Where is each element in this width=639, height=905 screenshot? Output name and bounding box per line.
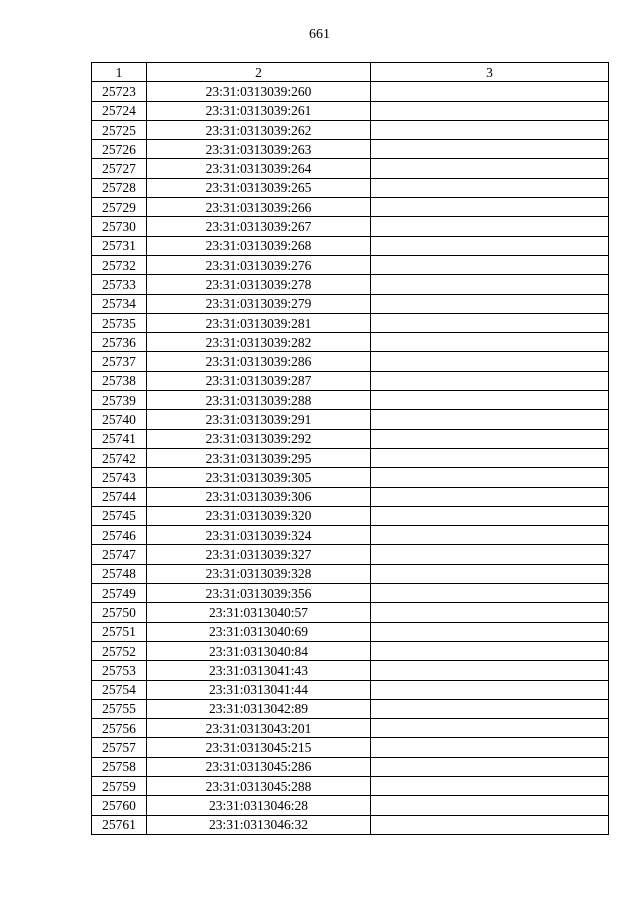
- cadastral-number-cell: 23:31:0313039:282: [147, 333, 371, 352]
- row-number-cell: 25744: [92, 487, 147, 506]
- notes-cell: [371, 198, 609, 217]
- column-header-3: 3: [371, 63, 609, 82]
- row-number-cell: 25750: [92, 603, 147, 622]
- cadastral-number-cell: 23:31:0313039:287: [147, 371, 371, 390]
- cadastral-number-cell: 23:31:0313039:260: [147, 82, 371, 101]
- row-number-cell: 25724: [92, 101, 147, 120]
- table-row: [92, 545, 609, 564]
- cadastral-number-cell: 23:31:0313039:356: [147, 584, 371, 603]
- cadastral-number-cell: 23:31:0313039:288: [147, 391, 371, 410]
- cadastral-number-cell: 23:31:0313039:281: [147, 313, 371, 332]
- table-row: [92, 603, 609, 622]
- row-number-cell: 25755: [92, 699, 147, 718]
- table-row: [92, 391, 609, 410]
- row-number-cell: 25731: [92, 236, 147, 255]
- row-number-cell: 25736: [92, 333, 147, 352]
- row-number-cell: 25754: [92, 680, 147, 699]
- notes-cell: [371, 468, 609, 487]
- notes-cell: [371, 82, 609, 101]
- table-row: [92, 680, 609, 699]
- table-row: [92, 178, 609, 197]
- cadastral-number-cell: 23:31:0313046:28: [147, 796, 371, 815]
- cadastral-number-cell: 23:31:0313045:288: [147, 776, 371, 795]
- table-row: [92, 352, 609, 371]
- cadastral-number-cell: 23:31:0313039:286: [147, 352, 371, 371]
- notes-cell: [371, 313, 609, 332]
- table-row: [92, 815, 609, 834]
- table-row: [92, 217, 609, 236]
- row-number-cell: 25761: [92, 815, 147, 834]
- row-number-cell: 25756: [92, 719, 147, 738]
- notes-cell: [371, 429, 609, 448]
- cadastral-number-cell: 23:31:0313039:328: [147, 564, 371, 583]
- table-row: [92, 796, 609, 815]
- row-number-cell: 25723: [92, 82, 147, 101]
- row-number-cell: 25740: [92, 410, 147, 429]
- row-number-cell: 25743: [92, 468, 147, 487]
- cadastral-number-cell: 23:31:0313039:268: [147, 236, 371, 255]
- row-number-cell: 25747: [92, 545, 147, 564]
- cadastral-number-cell: 23:31:0313039:306: [147, 487, 371, 506]
- table-row: [92, 448, 609, 467]
- cadastral-number-cell: 23:31:0313040:84: [147, 641, 371, 660]
- table-row: [92, 526, 609, 545]
- notes-cell: [371, 294, 609, 313]
- table-row: [92, 333, 609, 352]
- row-number-cell: 25748: [92, 564, 147, 583]
- cadastral-number-cell: 23:31:0313039:262: [147, 120, 371, 139]
- table-row: [92, 82, 609, 101]
- table-body: [92, 82, 609, 835]
- table-row: [92, 564, 609, 583]
- notes-cell: [371, 506, 609, 525]
- notes-cell: [371, 776, 609, 795]
- notes-cell: [371, 526, 609, 545]
- table-row: [92, 661, 609, 680]
- table-row: [92, 255, 609, 274]
- notes-cell: [371, 178, 609, 197]
- cadastral-number-cell: 23:31:0313039:291: [147, 410, 371, 429]
- table-row: [92, 776, 609, 795]
- row-number-cell: 25735: [92, 313, 147, 332]
- notes-cell: [371, 275, 609, 294]
- notes-cell: [371, 448, 609, 467]
- table-row: [92, 584, 609, 603]
- row-number-cell: 25730: [92, 217, 147, 236]
- notes-cell: [371, 564, 609, 583]
- registry-table: [91, 62, 609, 835]
- notes-cell: [371, 120, 609, 139]
- notes-cell: [371, 796, 609, 815]
- row-number-cell: 25726: [92, 140, 147, 159]
- notes-cell: [371, 159, 609, 178]
- cadastral-number-cell: 23:31:0313041:44: [147, 680, 371, 699]
- table-row: [92, 140, 609, 159]
- table-row: [92, 236, 609, 255]
- table-row: [92, 487, 609, 506]
- row-number-cell: 25753: [92, 661, 147, 680]
- cadastral-number-cell: 23:31:0313041:43: [147, 661, 371, 680]
- page-number: 661: [309, 27, 330, 42]
- table-row: [92, 641, 609, 660]
- notes-cell: [371, 371, 609, 390]
- table-row: [92, 429, 609, 448]
- cadastral-number-cell: 23:31:0313039:292: [147, 429, 371, 448]
- column-header-1: 1: [92, 63, 147, 82]
- table-row: [92, 699, 609, 718]
- row-number-cell: 25752: [92, 641, 147, 660]
- cadastral-number-cell: 23:31:0313039:264: [147, 159, 371, 178]
- table-row: [92, 294, 609, 313]
- table-row: [92, 371, 609, 390]
- notes-cell: [371, 410, 609, 429]
- notes-cell: [371, 738, 609, 757]
- notes-cell: [371, 603, 609, 622]
- row-number-cell: 25741: [92, 429, 147, 448]
- row-number-cell: 25733: [92, 275, 147, 294]
- notes-cell: [371, 815, 609, 834]
- row-number-cell: 25749: [92, 584, 147, 603]
- notes-cell: [371, 255, 609, 274]
- cadastral-number-cell: 23:31:0313040:69: [147, 622, 371, 641]
- table-row: [92, 468, 609, 487]
- table-row: [92, 275, 609, 294]
- notes-cell: [371, 699, 609, 718]
- notes-cell: [371, 584, 609, 603]
- notes-cell: [371, 661, 609, 680]
- row-number-cell: 25738: [92, 371, 147, 390]
- cadastral-number-cell: 23:31:0313039:324: [147, 526, 371, 545]
- notes-cell: [371, 391, 609, 410]
- row-number-cell: 25737: [92, 352, 147, 371]
- notes-cell: [371, 352, 609, 371]
- notes-cell: [371, 641, 609, 660]
- notes-cell: [371, 622, 609, 641]
- table-row: [92, 757, 609, 776]
- table-row: [92, 120, 609, 139]
- cadastral-number-cell: 23:31:0313039:261: [147, 101, 371, 120]
- cadastral-number-cell: 23:31:0313039:267: [147, 217, 371, 236]
- row-number-cell: 25725: [92, 120, 147, 139]
- notes-cell: [371, 545, 609, 564]
- row-number-cell: 25757: [92, 738, 147, 757]
- header-row: [92, 63, 609, 82]
- table-row: [92, 101, 609, 120]
- table-row: [92, 313, 609, 332]
- notes-cell: [371, 333, 609, 352]
- row-number-cell: 25739: [92, 391, 147, 410]
- table-row: [92, 506, 609, 525]
- cadastral-number-cell: 23:31:0313040:57: [147, 603, 371, 622]
- cadastral-number-cell: 23:31:0313045:215: [147, 738, 371, 757]
- table-row: [92, 719, 609, 738]
- row-number-cell: 25729: [92, 198, 147, 217]
- row-number-cell: 25727: [92, 159, 147, 178]
- row-number-cell: 25751: [92, 622, 147, 641]
- table-row: [92, 622, 609, 641]
- row-number-cell: 25728: [92, 178, 147, 197]
- cadastral-number-cell: 23:31:0313039:327: [147, 545, 371, 564]
- cadastral-number-cell: 23:31:0313039:295: [147, 448, 371, 467]
- row-number-cell: 25732: [92, 255, 147, 274]
- cadastral-number-cell: 23:31:0313039:278: [147, 275, 371, 294]
- row-number-cell: 25746: [92, 526, 147, 545]
- notes-cell: [371, 140, 609, 159]
- table-row: [92, 198, 609, 217]
- cadastral-number-cell: 23:31:0313045:286: [147, 757, 371, 776]
- row-number-cell: 25759: [92, 776, 147, 795]
- row-number-cell: 25758: [92, 757, 147, 776]
- table-header: [92, 63, 609, 82]
- notes-cell: [371, 236, 609, 255]
- column-header-2: 2: [147, 63, 371, 82]
- cadastral-number-cell: 23:31:0313039:266: [147, 198, 371, 217]
- cadastral-number-cell: 23:31:0313039:265: [147, 178, 371, 197]
- cadastral-number-cell: 23:31:0313043:201: [147, 719, 371, 738]
- cadastral-number-cell: 23:31:0313039:305: [147, 468, 371, 487]
- cadastral-number-cell: 23:31:0313046:32: [147, 815, 371, 834]
- notes-cell: [371, 680, 609, 699]
- table-row: [92, 410, 609, 429]
- notes-cell: [371, 719, 609, 738]
- table-row: [92, 159, 609, 178]
- row-number-cell: 25745: [92, 506, 147, 525]
- cadastral-number-cell: 23:31:0313039:320: [147, 506, 371, 525]
- row-number-cell: 25734: [92, 294, 147, 313]
- cadastral-number-cell: 23:31:0313042:89: [147, 699, 371, 718]
- cadastral-number-cell: 23:31:0313039:279: [147, 294, 371, 313]
- notes-cell: [371, 217, 609, 236]
- cadastral-number-cell: 23:31:0313039:263: [147, 140, 371, 159]
- cadastral-number-cell: 23:31:0313039:276: [147, 255, 371, 274]
- row-number-cell: 25760: [92, 796, 147, 815]
- notes-cell: [371, 101, 609, 120]
- table-row: [92, 738, 609, 757]
- notes-cell: [371, 487, 609, 506]
- notes-cell: [371, 757, 609, 776]
- row-number-cell: 25742: [92, 448, 147, 467]
